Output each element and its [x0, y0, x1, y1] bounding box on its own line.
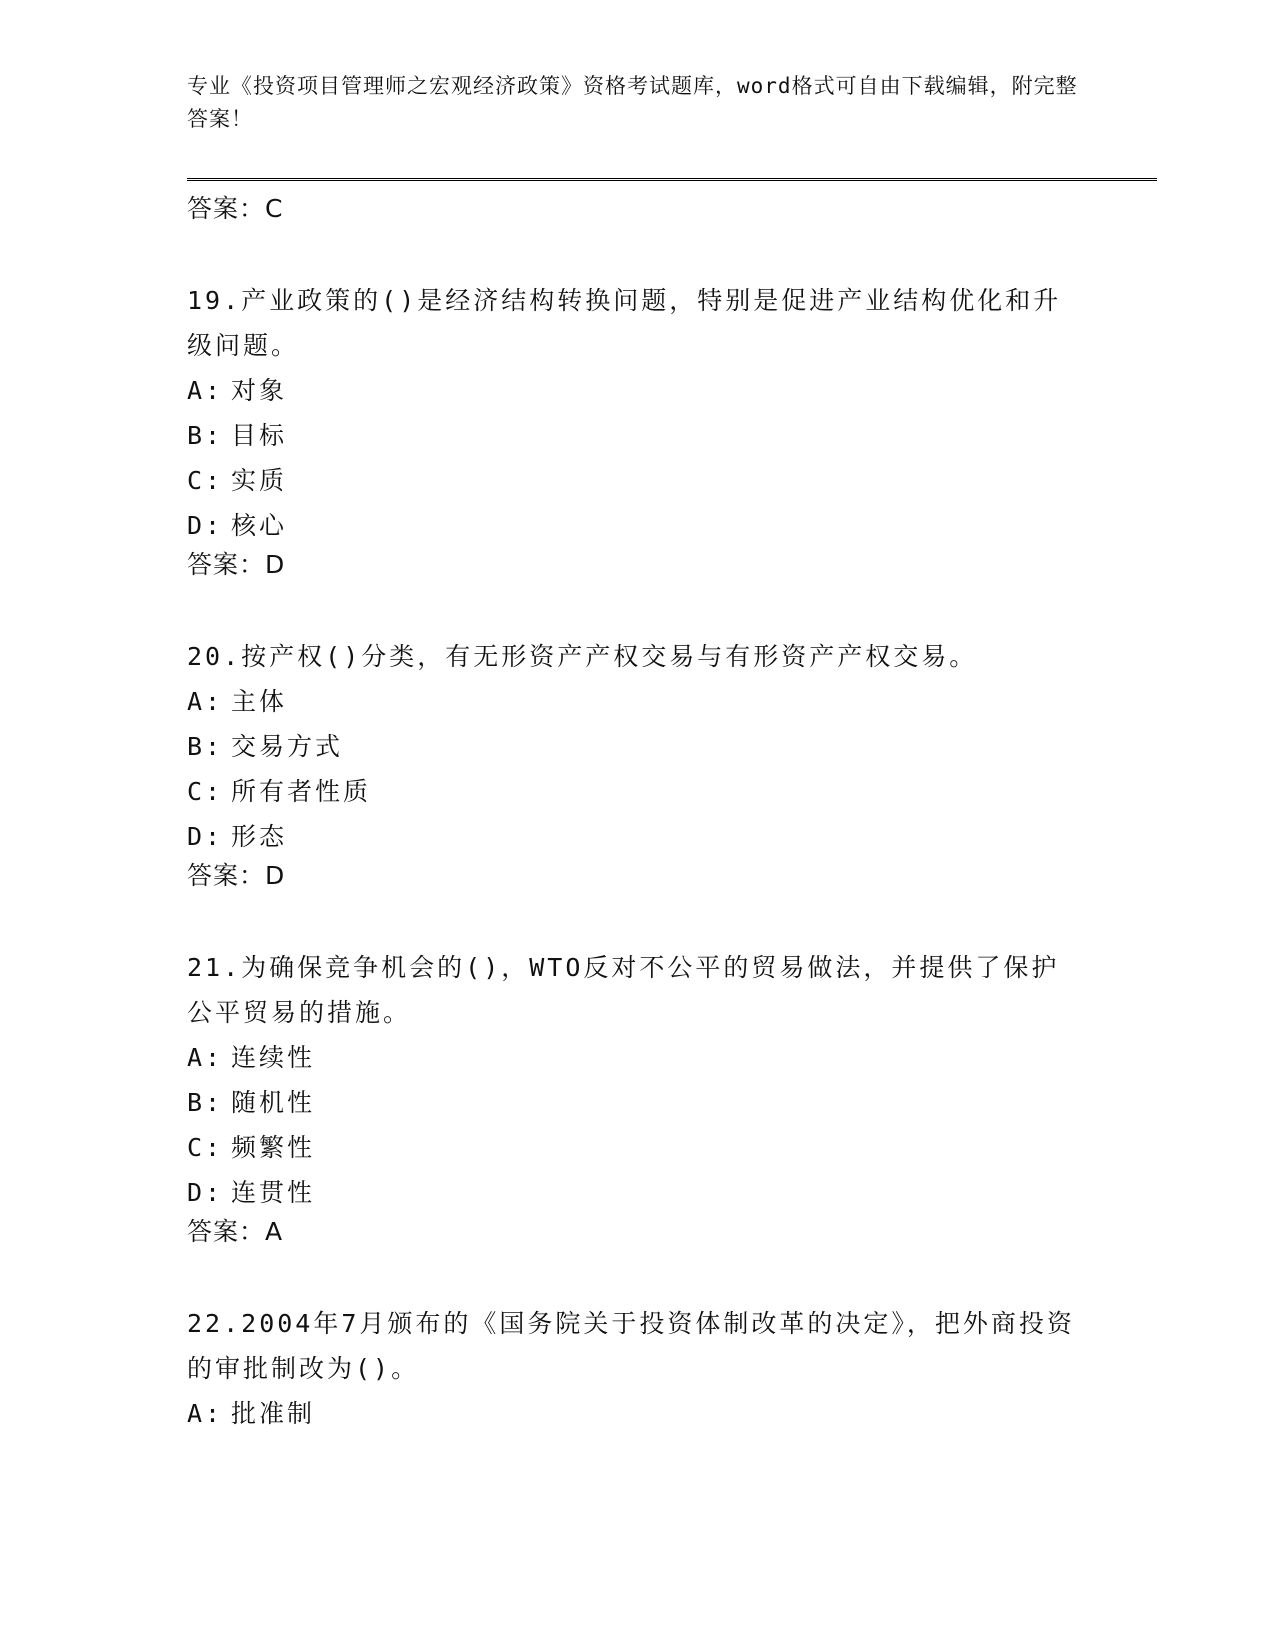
question-content [187, 192, 1157, 1436]
question-21 [187, 945, 1157, 1249]
option-letter: D: [187, 1178, 224, 1207]
option-text: 所有者性质 [231, 777, 372, 806]
option-letter: B: [187, 732, 224, 761]
option-a [187, 1035, 1157, 1080]
option-c [187, 769, 1157, 814]
option-letter: B: [187, 421, 224, 450]
question-19 [187, 278, 1157, 582]
document-header: 专业《投资项目管理师之宏观经济政策》资格考试题库，word格式可自由下载编辑，附完整答案！ [187, 74, 1078, 131]
option-text: 实质 [231, 466, 288, 495]
option-letter: B: [187, 1088, 224, 1117]
header-divider [187, 178, 1157, 181]
option-b [187, 1080, 1157, 1125]
option-letter: C: [187, 466, 224, 495]
option-letter: C: [187, 1133, 224, 1162]
option-letter: D: [187, 822, 224, 851]
option-text: 交易方式 [231, 732, 344, 761]
option-letter: D: [187, 511, 224, 540]
answer-line: 答案：C [187, 194, 284, 223]
answer-line: 答案：D [187, 550, 286, 579]
option-a [187, 1391, 1157, 1436]
question-20 [187, 634, 1157, 893]
answer-line: 答案：D [187, 861, 286, 890]
option-text: 形态 [231, 822, 288, 851]
option-b [187, 724, 1157, 769]
option-c [187, 1125, 1157, 1170]
option-b [187, 413, 1157, 458]
option-text: 连贯性 [231, 1178, 316, 1207]
option-a [187, 368, 1157, 413]
answer-line: 答案：A [187, 1217, 284, 1246]
option-letter: C: [187, 777, 224, 806]
option-text: 批准制 [231, 1399, 316, 1428]
option-letter: A: [187, 376, 224, 405]
option-text: 核心 [231, 511, 288, 540]
question-stem: 19.产业政策的()是经济结构转换问题，特别是促进产业结构优化和升级问题。 [187, 286, 1062, 360]
option-c [187, 458, 1157, 503]
question-stem: 21.为确保竞争机会的()，WTO反对不公平的贸易做法，并提供了保护公平贸易的措施。 [187, 953, 1060, 1027]
option-d [187, 814, 1157, 859]
option-letter: A: [187, 1399, 224, 1428]
option-text: 频繁性 [231, 1133, 316, 1162]
question-stem: 20.按产权()分类，有无形资产产权交易与有形资产产权交易。 [187, 642, 978, 671]
option-d [187, 1170, 1157, 1215]
option-text: 连续性 [231, 1043, 316, 1072]
option-letter: A: [187, 1043, 224, 1072]
option-d [187, 503, 1157, 548]
option-a [187, 679, 1157, 724]
option-text: 目标 [231, 421, 288, 450]
question-22 [187, 1301, 1157, 1436]
option-text: 主体 [231, 687, 288, 716]
question-stem: 22.2004年7月颁布的《国务院关于投资体制改革的决定》，把外商投资的审批制改为()。 [187, 1309, 1075, 1383]
option-letter: A: [187, 687, 224, 716]
option-text: 随机性 [231, 1088, 316, 1117]
option-text: 对象 [231, 376, 288, 405]
